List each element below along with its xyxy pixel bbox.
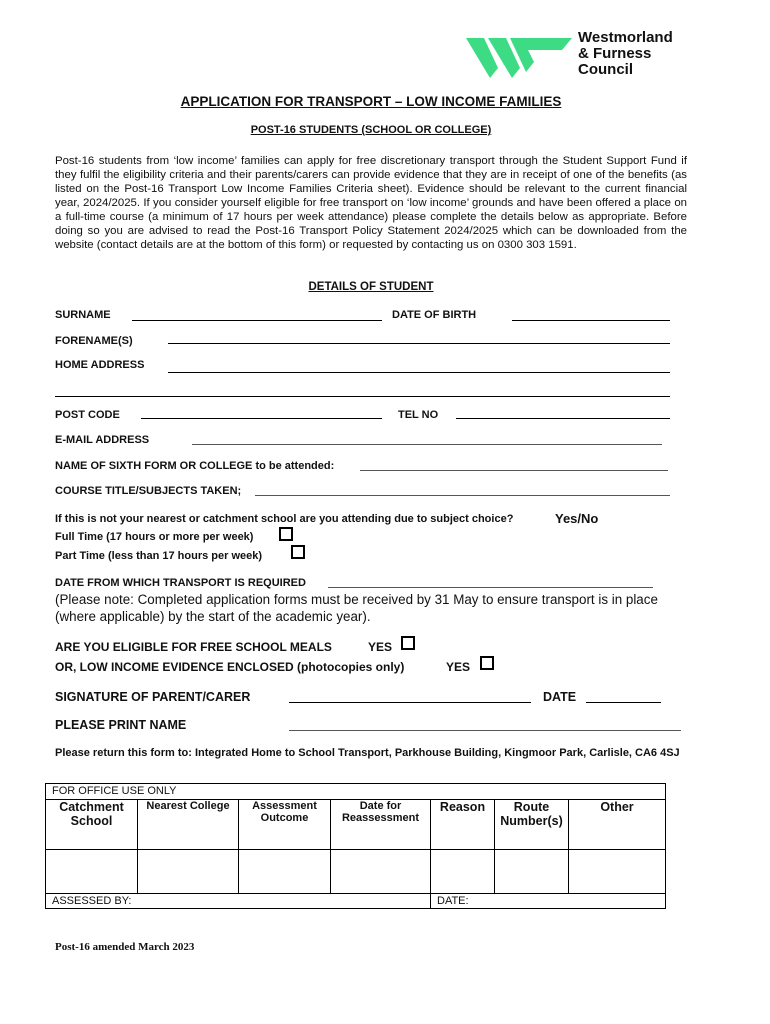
dob-field[interactable] (512, 320, 670, 321)
forenames-label: FORENAME(S) (55, 335, 133, 347)
cell-reason[interactable] (431, 850, 495, 894)
cell-date-reassessment[interactable] (331, 850, 431, 894)
address-field-1[interactable] (168, 372, 670, 373)
course-label: COURSE TITLE/SUBJECTS TAKEN; (55, 485, 242, 497)
tel-field[interactable] (456, 418, 670, 419)
col-catchment-school: Catchment School (46, 800, 138, 850)
col-route-numbers: Route Number(s) (495, 800, 569, 850)
sig-date-label: DATE (543, 690, 577, 704)
return-address: Please return this form to: Integrated Home to School Transport, Parkhouse Building, Kingmoor Park, Carlisle, CA6 4SJ (55, 747, 680, 759)
page-subtitle: POST-16 STUDENTS (SCHOOL OR COLLEGE) (250, 124, 492, 136)
footer-note: Post-16 amended March 2023 (55, 941, 195, 953)
tel-label: TEL NO (398, 409, 439, 421)
yes-no-option[interactable]: Yes/No (555, 511, 599, 526)
deadline-note: (Please note: Completed application forms must be received by 31 May to ensure transport is in place (where applicable) by the start of the academic year). (55, 592, 658, 624)
cell-assessment-outcome[interactable] (239, 850, 331, 894)
part-time-checkbox[interactable] (291, 545, 305, 559)
col-assessment-outcome: Assessment Outcome (239, 800, 331, 850)
college-field[interactable] (360, 470, 668, 471)
postcode-label: POST CODE (55, 409, 120, 421)
signature-field[interactable] (289, 702, 531, 703)
evidence-label: OR, LOW INCOME EVIDENCE ENCLOSED (photocopies only) (55, 660, 405, 674)
col-nearest-college: Nearest College (138, 800, 239, 850)
evidence-yes-label: YES (446, 660, 471, 674)
logo-line-3: Council (578, 61, 633, 78)
address-field-2[interactable] (55, 396, 670, 397)
college-label: NAME OF SIXTH FORM OR COLLEGE to be attended: (55, 460, 335, 472)
meals-yes-checkbox[interactable] (401, 636, 415, 650)
council-logo (462, 30, 687, 86)
col-other: Other (569, 800, 666, 850)
date-required-field[interactable] (328, 587, 653, 588)
part-time-label: Part Time (less than 17 hours per week) (55, 550, 263, 562)
surname-field[interactable] (132, 320, 382, 321)
print-name-field[interactable] (289, 730, 681, 731)
logo-mark-icon (462, 32, 574, 84)
sig-date-field[interactable] (586, 702, 661, 703)
page-title: APPLICATION FOR TRANSPORT – LOW INCOME FAMILIES (180, 94, 562, 109)
forenames-field[interactable] (168, 343, 670, 344)
date-required-label: DATE FROM WHICH TRANSPORT IS REQUIRED (55, 577, 306, 589)
intro-paragraph: Post-16 students from ‘low income’ families can apply for free discretionary transport through the Student Support Fund if they fulfil the eligibility criteria and their parents/carers can provide evidence that they are in receipt of one of the benefits (as listed on the Post-16 Transport Low Income Families Criteria sheet). Evidence should be relevant to the current financial year, 2024/2025. If you consider yourself eligible for free transport on ‘low income’ grounds and have been offered a place on a full-time course (a minimum of 17 hours per week attendance) please complete the details below as appropriate. Before doing so you are advised to read the Post-16 Transport Policy Statement 2024/2025 which can be downloaded from the website (contact details are at the bottom of this form) or requested by contacting us on 0300 303 1591. (55, 155, 687, 251)
meals-label: ARE YOU ELIGIBLE FOR FREE SCHOOL MEALS (55, 640, 332, 654)
meals-yes-label: YES (368, 640, 393, 654)
assessed-by-cell[interactable]: ASSESSED BY: (46, 894, 431, 909)
course-field[interactable] (255, 495, 670, 496)
full-time-checkbox[interactable] (279, 527, 293, 541)
cell-route-numbers[interactable] (495, 850, 569, 894)
signature-label: SIGNATURE OF PARENT/CARER (55, 690, 251, 704)
print-name-label: PLEASE PRINT NAME (55, 718, 187, 732)
catchment-question: If this is not your nearest or catchment school are you attending due to subject choice? (55, 513, 514, 525)
evidence-yes-checkbox[interactable] (480, 656, 494, 670)
email-label: E-MAIL ADDRESS (55, 434, 150, 446)
assessed-date-cell[interactable]: DATE: (431, 894, 666, 909)
email-field[interactable] (192, 444, 662, 445)
logo-line-2: & Furness (578, 45, 652, 62)
postcode-field[interactable] (141, 418, 382, 419)
col-reason: Reason (431, 800, 495, 850)
office-use-table (45, 783, 666, 909)
cell-other[interactable] (569, 850, 666, 894)
office-heading: FOR OFFICE USE ONLY (46, 784, 666, 800)
col-date-reassessment: Date for Reassessment (331, 800, 431, 850)
full-time-label: Full Time (17 hours or more per week) (55, 531, 254, 543)
logo-line-1: Westmorland (578, 29, 673, 46)
address-label: HOME ADDRESS (55, 359, 145, 371)
cell-nearest-college[interactable] (138, 850, 239, 894)
surname-label: SURNAME (55, 309, 111, 321)
details-heading: DETAILS OF STUDENT (308, 281, 434, 293)
cell-catchment-school[interactable] (46, 850, 138, 894)
dob-label: DATE OF BIRTH (392, 309, 477, 321)
